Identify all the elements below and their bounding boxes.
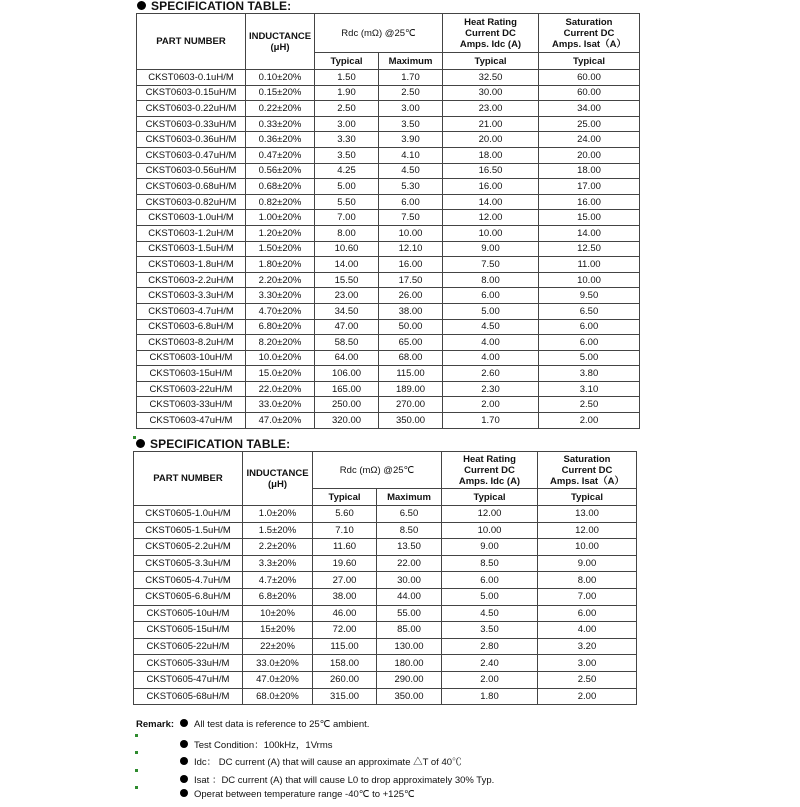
cell-part-number: CKST0603-1.5uH/M xyxy=(137,241,246,257)
cell-idc-typical: 20.00 xyxy=(443,132,539,148)
cell-isat-typical: 9.50 xyxy=(539,288,640,304)
cell-rdc-maximum: 6.00 xyxy=(379,194,443,210)
cell-isat-typical: 12.50 xyxy=(539,241,640,257)
table-row xyxy=(134,522,637,539)
cell-inductance: 4.7±20% xyxy=(243,572,313,589)
table-row xyxy=(137,319,640,335)
cell-rdc-maximum: 22.00 xyxy=(377,555,442,572)
cell-rdc-typical: 4.25 xyxy=(315,163,379,179)
cell-idc-typical: 2.00 xyxy=(443,397,539,413)
cell-idc-typical: 5.00 xyxy=(443,303,539,319)
table-row xyxy=(137,116,640,132)
table-row xyxy=(134,638,637,655)
cell-inductance: 0.56±20% xyxy=(246,163,315,179)
spec-table-0605-body xyxy=(134,506,637,705)
cell-part-number: CKST0603-6.8uH/M xyxy=(137,319,246,335)
cell-rdc-typical: 260.00 xyxy=(313,671,377,688)
cell-isat-typical: 8.00 xyxy=(538,572,637,589)
cell-part-number: CKST0603-0.47uH/M xyxy=(137,147,246,163)
cell-part-number: CKST0603-47uH/M xyxy=(137,413,246,429)
cell-rdc-typical: 7.00 xyxy=(315,210,379,226)
cell-part-number: CKST0603-0.82uH/M xyxy=(137,194,246,210)
header-rdc-maximum: Maximum xyxy=(377,489,442,506)
table-row xyxy=(137,303,640,319)
cell-inductance: 33.0±20% xyxy=(246,397,315,413)
cell-inductance: 0.33±20% xyxy=(246,116,315,132)
cell-rdc-typical: 106.00 xyxy=(315,366,379,382)
cell-part-number: CKST0605-1.5uH/M xyxy=(134,522,243,539)
cell-idc-typical: 4.00 xyxy=(443,350,539,366)
cell-part-number: CKST0603-1.2uH/M xyxy=(137,225,246,241)
cell-rdc-maximum: 30.00 xyxy=(377,572,442,589)
cell-idc-typical: 1.70 xyxy=(443,413,539,429)
cell-inductance: 22.0±20% xyxy=(246,381,315,397)
cell-inductance: 2.2±20% xyxy=(243,539,313,556)
table-row xyxy=(134,506,637,523)
cell-isat-typical: 20.00 xyxy=(539,147,640,163)
cell-inductance: 0.82±20% xyxy=(246,194,315,210)
cell-idc-typical: 10.00 xyxy=(443,225,539,241)
table-row xyxy=(137,194,640,210)
table-row xyxy=(137,163,640,179)
cell-rdc-maximum: 13.50 xyxy=(377,539,442,556)
header-inductance: INDUCTANCE (μH) xyxy=(243,452,313,506)
cell-isat-typical: 24.00 xyxy=(539,132,640,148)
cell-rdc-maximum: 50.00 xyxy=(379,319,443,335)
header-rdc-typical: Typical xyxy=(315,53,379,70)
cell-part-number: CKST0605-3.3uH/M xyxy=(134,555,243,572)
cell-inductance: 47.0±20% xyxy=(243,671,313,688)
cell-idc-typical: 12.00 xyxy=(443,210,539,226)
cell-part-number: CKST0603-1.0uH/M xyxy=(137,210,246,226)
cell-idc-typical: 32.50 xyxy=(443,70,539,86)
cell-inductance: 0.10±20% xyxy=(246,70,315,86)
cell-inductance: 1.5±20% xyxy=(243,522,313,539)
cell-idc-typical: 18.00 xyxy=(443,147,539,163)
cell-part-number: CKST0603-3.3uH/M xyxy=(137,288,246,304)
cell-part-number: CKST0603-0.15uH/M xyxy=(137,85,246,101)
cell-rdc-typical: 27.00 xyxy=(313,572,377,589)
table-row xyxy=(137,288,640,304)
cell-isat-typical: 3.10 xyxy=(539,381,640,397)
table-row xyxy=(137,101,640,117)
header-part-number: PART NUMBER xyxy=(134,452,243,506)
cell-inductance: 3.30±20% xyxy=(246,288,315,304)
cell-isat-typical: 3.80 xyxy=(539,366,640,382)
cell-part-number: CKST0603-0.22uH/M xyxy=(137,101,246,117)
header-heat-rating: Heat Rating Current DC Amps. Idc (A) xyxy=(443,14,539,53)
cell-isat-typical: 60.00 xyxy=(539,85,640,101)
cell-part-number: CKST0605-33uH/M xyxy=(134,655,243,672)
cell-rdc-typical: 315.00 xyxy=(313,688,377,705)
cell-inductance: 22±20% xyxy=(243,638,313,655)
cell-rdc-typical: 115.00 xyxy=(313,638,377,655)
cell-rdc-maximum: 115.00 xyxy=(379,366,443,382)
remark-item: All test data is reference to 25℃ ambient. xyxy=(180,719,369,730)
cell-isat-typical: 5.00 xyxy=(539,350,640,366)
cell-idc-typical: 4.50 xyxy=(443,319,539,335)
cell-inductance: 6.8±20% xyxy=(243,588,313,605)
cell-rdc-maximum: 4.10 xyxy=(379,147,443,163)
cell-isat-typical: 14.00 xyxy=(539,225,640,241)
cell-rdc-typical: 19.60 xyxy=(313,555,377,572)
cell-rdc-typical: 3.00 xyxy=(315,116,379,132)
cell-rdc-maximum: 270.00 xyxy=(379,397,443,413)
cell-idc-typical: 2.40 xyxy=(442,655,538,672)
cell-rdc-typical: 1.50 xyxy=(315,70,379,86)
cell-rdc-maximum: 3.90 xyxy=(379,132,443,148)
cell-inductance: 0.15±20% xyxy=(246,85,315,101)
cell-idc-typical: 2.60 xyxy=(443,366,539,382)
marker-icon xyxy=(135,751,138,754)
cell-rdc-typical: 2.50 xyxy=(315,101,379,117)
cell-idc-typical: 7.50 xyxy=(443,257,539,273)
cell-isat-typical: 9.00 xyxy=(538,555,637,572)
cell-rdc-typical: 46.00 xyxy=(313,605,377,622)
marker-icon xyxy=(135,786,138,789)
marker-icon xyxy=(135,734,138,737)
cell-isat-typical: 4.00 xyxy=(538,622,637,639)
cell-rdc-maximum: 350.00 xyxy=(379,413,443,429)
cell-rdc-typical: 3.30 xyxy=(315,132,379,148)
spec-table-0603-body xyxy=(137,70,640,429)
remark-label: Remark: xyxy=(136,719,175,730)
cell-isat-typical: 10.00 xyxy=(539,272,640,288)
remark-item: Isat ：DC current (A) that will cause L0 to drop approximately 30% Typ. xyxy=(180,772,494,786)
cell-rdc-maximum: 26.00 xyxy=(379,288,443,304)
cell-inductance: 15±20% xyxy=(243,622,313,639)
cell-idc-typical: 5.00 xyxy=(442,588,538,605)
cell-isat-typical: 34.00 xyxy=(539,101,640,117)
cell-part-number: CKST0603-22uH/M xyxy=(137,381,246,397)
cell-rdc-maximum: 350.00 xyxy=(377,688,442,705)
table-row xyxy=(134,622,637,639)
table-row xyxy=(137,132,640,148)
cell-isat-typical: 6.00 xyxy=(539,319,640,335)
cell-rdc-maximum: 12.10 xyxy=(379,241,443,257)
cell-part-number: CKST0603-4.7uH/M xyxy=(137,303,246,319)
bullet-icon xyxy=(180,719,188,727)
cell-isat-typical: 13.00 xyxy=(538,506,637,523)
cell-part-number: CKST0605-15uH/M xyxy=(134,622,243,639)
cell-idc-typical: 8.50 xyxy=(442,555,538,572)
cell-isat-typical: 2.00 xyxy=(539,413,640,429)
cell-inductance: 4.70±20% xyxy=(246,303,315,319)
table-row xyxy=(134,588,637,605)
section-title-text: SPECIFICATION TABLE: xyxy=(150,437,291,451)
table-row xyxy=(134,539,637,556)
cell-rdc-maximum: 44.00 xyxy=(377,588,442,605)
table-row xyxy=(137,350,640,366)
cell-rdc-typical: 158.00 xyxy=(313,655,377,672)
cell-rdc-typical: 64.00 xyxy=(315,350,379,366)
cell-part-number: CKST0605-22uH/M xyxy=(134,638,243,655)
cell-part-number: CKST0605-4.7uH/M xyxy=(134,572,243,589)
header-saturation: Saturation Current DC Amps. Isat（A） xyxy=(538,452,637,489)
cell-part-number: CKST0603-33uH/M xyxy=(137,397,246,413)
cell-idc-typical: 1.80 xyxy=(442,688,538,705)
cell-inductance: 2.20±20% xyxy=(246,272,315,288)
cell-part-number: CKST0603-2.2uH/M xyxy=(137,272,246,288)
table-row xyxy=(137,272,640,288)
cell-part-number: CKST0605-1.0uH/M xyxy=(134,506,243,523)
table-row xyxy=(137,257,640,273)
bullet-icon xyxy=(180,789,188,797)
cell-rdc-typical: 72.00 xyxy=(313,622,377,639)
cell-part-number: CKST0605-2.2uH/M xyxy=(134,539,243,556)
cell-idc-typical: 10.00 xyxy=(442,522,538,539)
spec-table-0605 xyxy=(133,451,637,705)
table-row xyxy=(137,179,640,195)
cell-inductance: 3.3±20% xyxy=(243,555,313,572)
table-row xyxy=(137,241,640,257)
marker-icon xyxy=(135,769,138,772)
cell-idc-typical: 2.80 xyxy=(442,638,538,655)
cell-rdc-maximum: 8.50 xyxy=(377,522,442,539)
cell-part-number: CKST0603-8.2uH/M xyxy=(137,335,246,351)
cell-part-number: CKST0603-15uH/M xyxy=(137,366,246,382)
cell-rdc-maximum: 3.50 xyxy=(379,116,443,132)
cell-rdc-typical: 165.00 xyxy=(315,381,379,397)
cell-rdc-typical: 15.50 xyxy=(315,272,379,288)
cell-inductance: 1.50±20% xyxy=(246,241,315,257)
cell-part-number: CKST0605-68uH/M xyxy=(134,688,243,705)
cell-isat-typical: 12.00 xyxy=(538,522,637,539)
cell-idc-typical: 9.00 xyxy=(443,241,539,257)
cell-rdc-typical: 23.00 xyxy=(315,288,379,304)
cell-rdc-maximum: 4.50 xyxy=(379,163,443,179)
cell-rdc-typical: 7.10 xyxy=(313,522,377,539)
cell-idc-typical: 14.00 xyxy=(443,194,539,210)
table-row xyxy=(134,605,637,622)
cell-rdc-typical: 11.60 xyxy=(313,539,377,556)
table-row xyxy=(137,225,640,241)
cell-rdc-typical: 14.00 xyxy=(315,257,379,273)
cell-part-number: CKST0603-0.33uH/M xyxy=(137,116,246,132)
remark-item: Operat between temperature range -40℃ to +125℃ xyxy=(180,789,415,800)
section-title-0603 xyxy=(137,0,291,13)
table-row xyxy=(134,688,637,705)
header-rdc-maximum: Maximum xyxy=(379,53,443,70)
bullet-icon xyxy=(180,757,188,765)
cell-inductance: 0.22±20% xyxy=(246,101,315,117)
cell-isat-typical: 60.00 xyxy=(539,70,640,86)
cell-rdc-maximum: 17.50 xyxy=(379,272,443,288)
header-part-number: PART NUMBER xyxy=(137,14,246,70)
cell-part-number: CKST0603-1.8uH/M xyxy=(137,257,246,273)
table-row xyxy=(134,572,637,589)
cell-rdc-maximum: 2.50 xyxy=(379,85,443,101)
section-title-0605 xyxy=(136,437,290,451)
cell-inductance: 15.0±20% xyxy=(246,366,315,382)
cell-idc-typical: 2.30 xyxy=(443,381,539,397)
cell-idc-typical: 16.50 xyxy=(443,163,539,179)
cell-inductance: 47.0±20% xyxy=(246,413,315,429)
cell-rdc-maximum: 65.00 xyxy=(379,335,443,351)
cell-rdc-maximum: 130.00 xyxy=(377,638,442,655)
cell-idc-typical: 4.50 xyxy=(442,605,538,622)
cell-idc-typical: 6.00 xyxy=(443,288,539,304)
cell-rdc-maximum: 3.00 xyxy=(379,101,443,117)
cell-inductance: 33.0±20% xyxy=(243,655,313,672)
table-row xyxy=(134,655,637,672)
cell-isat-typical: 25.00 xyxy=(539,116,640,132)
cell-isat-typical: 7.00 xyxy=(538,588,637,605)
cell-rdc-typical: 5.50 xyxy=(315,194,379,210)
cell-isat-typical: 18.00 xyxy=(539,163,640,179)
header-heat-rating: Heat Rating Current DC Amps. Idc (A) xyxy=(442,452,538,489)
cell-inductance: 6.80±20% xyxy=(246,319,315,335)
cell-idc-typical: 23.00 xyxy=(443,101,539,117)
cell-idc-typical: 6.00 xyxy=(442,572,538,589)
section-title-text: SPECIFICATION TABLE: xyxy=(151,0,292,13)
header-rdc: Rdc (mΩ) @25℃ xyxy=(315,14,443,53)
cell-rdc-typical: 5.60 xyxy=(313,506,377,523)
cell-rdc-maximum: 38.00 xyxy=(379,303,443,319)
header-inductance: INDUCTANCE (μH) xyxy=(246,14,315,70)
cell-rdc-typical: 38.00 xyxy=(313,588,377,605)
table-row xyxy=(137,366,640,382)
cell-idc-typical: 9.00 xyxy=(442,539,538,556)
bullet-icon xyxy=(180,775,188,783)
cell-rdc-typical: 47.00 xyxy=(315,319,379,335)
cell-idc-typical: 21.00 xyxy=(443,116,539,132)
cell-rdc-maximum: 55.00 xyxy=(377,605,442,622)
cell-part-number: CKST0605-10uH/M xyxy=(134,605,243,622)
cell-part-number: CKST0605-47uH/M xyxy=(134,671,243,688)
table-row xyxy=(137,210,640,226)
cell-rdc-maximum: 10.00 xyxy=(379,225,443,241)
cell-isat-typical: 3.00 xyxy=(538,655,637,672)
cell-rdc-maximum: 189.00 xyxy=(379,381,443,397)
header-rdc-typical: Typical xyxy=(313,489,377,506)
cell-inductance: 1.20±20% xyxy=(246,225,315,241)
table-row xyxy=(137,381,640,397)
cell-part-number: CKST0603-0.68uH/M xyxy=(137,179,246,195)
table-row xyxy=(137,70,640,86)
cell-isat-typical: 10.00 xyxy=(538,539,637,556)
cell-idc-typical: 8.00 xyxy=(443,272,539,288)
remark-item: Idc： DC current (A) that will cause an approximate △T of 40℃ xyxy=(180,754,462,768)
table-row xyxy=(137,413,640,429)
cell-isat-typical: 11.00 xyxy=(539,257,640,273)
cell-idc-typical: 2.00 xyxy=(442,671,538,688)
cell-isat-typical: 16.00 xyxy=(539,194,640,210)
cell-rdc-maximum: 1.70 xyxy=(379,70,443,86)
header-saturation: Saturation Current DC Amps. Isat（A） xyxy=(539,14,640,53)
cell-rdc-typical: 10.60 xyxy=(315,241,379,257)
table-row xyxy=(137,335,640,351)
cell-isat-typical: 2.50 xyxy=(539,397,640,413)
cell-rdc-typical: 58.50 xyxy=(315,335,379,351)
header-heat-typical: Typical xyxy=(442,489,538,506)
cell-part-number: CKST0603-0.1uH/M xyxy=(137,70,246,86)
cell-isat-typical: 6.00 xyxy=(539,335,640,351)
cell-inductance: 8.20±20% xyxy=(246,335,315,351)
cell-isat-typical: 15.00 xyxy=(539,210,640,226)
cell-inductance: 10±20% xyxy=(243,605,313,622)
cell-idc-typical: 4.00 xyxy=(443,335,539,351)
cell-rdc-maximum: 290.00 xyxy=(377,671,442,688)
cell-rdc-maximum: 68.00 xyxy=(379,350,443,366)
header-sat-typical: Typical xyxy=(539,53,640,70)
cell-inductance: 68.0±20% xyxy=(243,688,313,705)
cell-part-number: CKST0603-10uH/M xyxy=(137,350,246,366)
cell-inductance: 10.0±20% xyxy=(246,350,315,366)
table-row xyxy=(137,85,640,101)
cell-rdc-typical: 250.00 xyxy=(315,397,379,413)
cell-rdc-typical: 1.90 xyxy=(315,85,379,101)
cell-rdc-maximum: 5.30 xyxy=(379,179,443,195)
cell-part-number: CKST0605-6.8uH/M xyxy=(134,588,243,605)
cell-part-number: CKST0603-0.56uH/M xyxy=(137,163,246,179)
cell-isat-typical: 2.00 xyxy=(538,688,637,705)
cell-inductance: 1.80±20% xyxy=(246,257,315,273)
header-sat-typical: Typical xyxy=(538,489,637,506)
header-rdc: Rdc (mΩ) @25℃ xyxy=(313,452,442,489)
cell-idc-typical: 3.50 xyxy=(442,622,538,639)
table-row xyxy=(137,397,640,413)
cell-isat-typical: 3.20 xyxy=(538,638,637,655)
cell-rdc-typical: 8.00 xyxy=(315,225,379,241)
table-row xyxy=(137,147,640,163)
cell-rdc-typical: 3.50 xyxy=(315,147,379,163)
cell-idc-typical: 30.00 xyxy=(443,85,539,101)
spec-table-0603 xyxy=(136,13,640,429)
cell-idc-typical: 16.00 xyxy=(443,179,539,195)
cell-inductance: 1.00±20% xyxy=(246,210,315,226)
cell-idc-typical: 12.00 xyxy=(442,506,538,523)
header-heat-typical: Typical xyxy=(443,53,539,70)
cell-isat-typical: 6.50 xyxy=(539,303,640,319)
cell-inductance: 0.68±20% xyxy=(246,179,315,195)
table-row xyxy=(134,671,637,688)
table-row xyxy=(134,555,637,572)
cell-rdc-typical: 34.50 xyxy=(315,303,379,319)
cell-inductance: 1.0±20% xyxy=(243,506,313,523)
cell-rdc-maximum: 85.00 xyxy=(377,622,442,639)
cell-isat-typical: 17.00 xyxy=(539,179,640,195)
cell-rdc-maximum: 7.50 xyxy=(379,210,443,226)
bullet-icon xyxy=(137,1,146,10)
cell-rdc-maximum: 16.00 xyxy=(379,257,443,273)
cell-isat-typical: 6.00 xyxy=(538,605,637,622)
cell-rdc-typical: 320.00 xyxy=(315,413,379,429)
cell-inductance: 0.47±20% xyxy=(246,147,315,163)
cell-rdc-typical: 5.00 xyxy=(315,179,379,195)
cell-part-number: CKST0603-0.36uH/M xyxy=(137,132,246,148)
cell-inductance: 0.36±20% xyxy=(246,132,315,148)
bullet-icon xyxy=(136,439,145,448)
cell-rdc-maximum: 6.50 xyxy=(377,506,442,523)
cell-isat-typical: 2.50 xyxy=(538,671,637,688)
remark-item: Test Condition：100kHz，1Vrms xyxy=(180,737,333,751)
bullet-icon xyxy=(180,740,188,748)
cell-rdc-maximum: 180.00 xyxy=(377,655,442,672)
